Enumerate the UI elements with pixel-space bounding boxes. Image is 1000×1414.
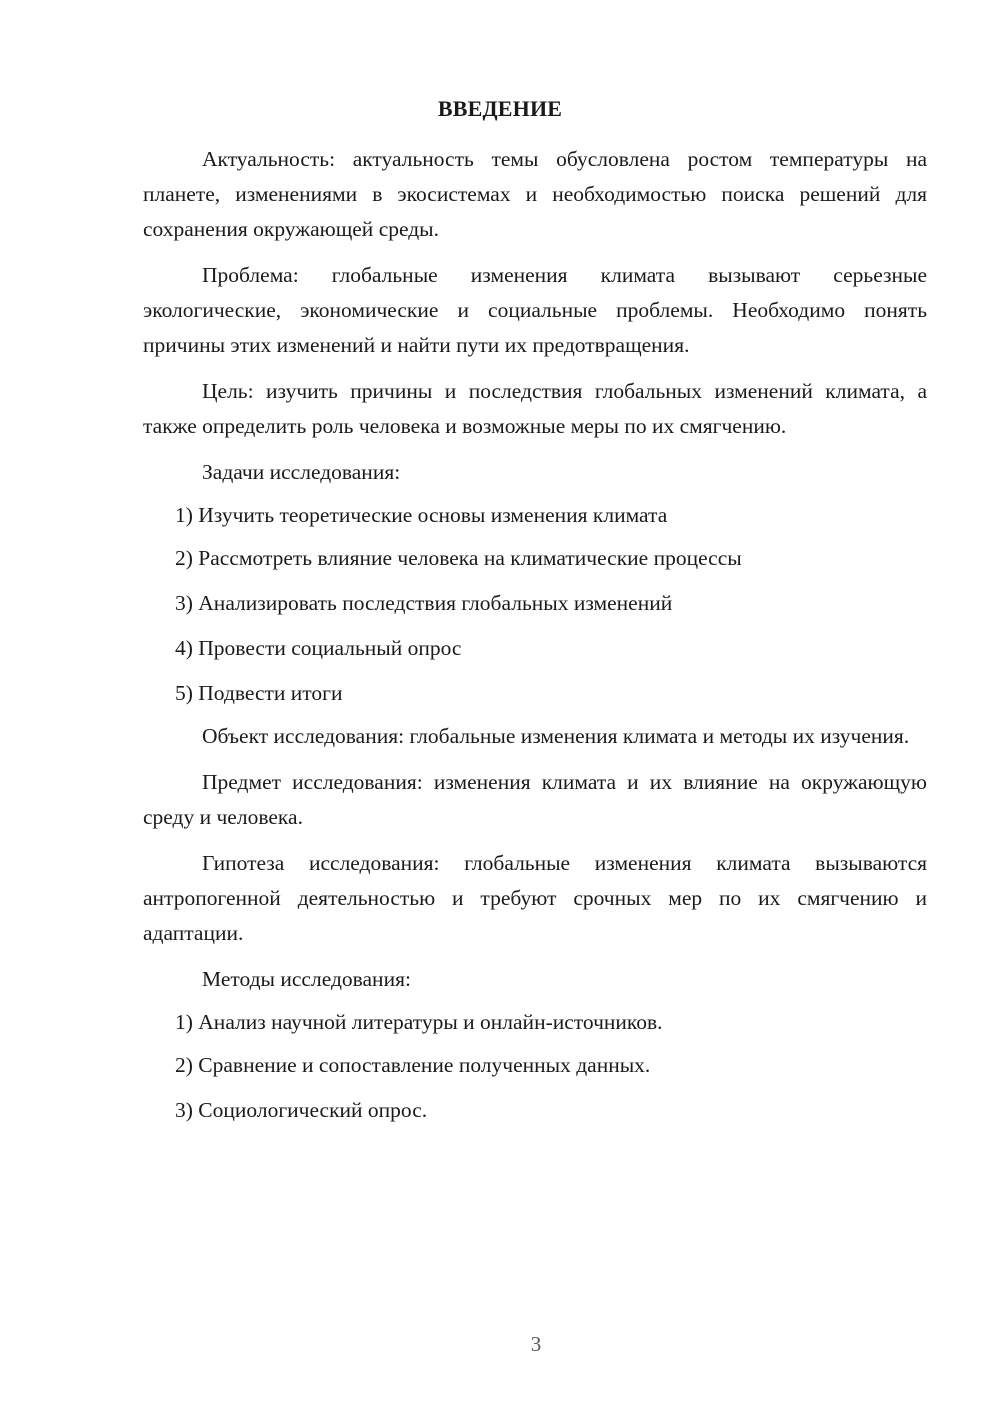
page-title: ВВЕДЕНИЕ (437, 96, 563, 121)
methods-list (143, 997, 927, 1132)
list-item: 4) Провести социальный опрос (175, 636, 462, 660)
document-body (143, 142, 927, 1132)
paragraph-problem: Проблема: глобальные изменения климата вызывают серьезные экологические, экономические и социальные проблемы. Необходимо понять причины этих изменений и найти пути их предотвращения. (143, 263, 927, 357)
list-item: 3) Анализировать последствия глобальных изменений (175, 591, 673, 615)
paragraph-hypothesis: Гипотеза исследования: глобальные изменения климата вызываются антропогенной деятельностью и требуют срочных мер по их смягчению и адаптации. (143, 851, 927, 945)
tasks-heading: Задачи исследования: (202, 460, 401, 484)
list-item: 1) Изучить теоретические основы изменения климата (175, 503, 668, 527)
paragraph-object: Объект исследования: глобальные изменения климата и методы их изучения. (202, 724, 910, 748)
tasks-list (143, 490, 927, 715)
paragraph-relevance: Актуальность: актуальность темы обусловлена ростом температуры на планете, изменениями в экосистемах и необходимостью поиска решений для сохранения окружающей среды. (143, 147, 927, 241)
list-item: 3) Социологический опрос. (175, 1098, 428, 1122)
list-item: 2) Сравнение и сопоставление полученных данных. (175, 1053, 651, 1077)
paragraph-subject: Предмет исследования: изменения климата и их влияние на окружающую среду и человека. (143, 770, 927, 829)
list-item: 2) Рассмотреть влияние человека на климатические процессы (175, 546, 742, 570)
paragraph-goal: Цель: изучить причины и последствия глобальных изменений климата, а также определить роль человека и возможные меры по их смягчению. (143, 379, 927, 438)
page-number: 3 (530, 1332, 542, 1356)
methods-heading: Методы исследования: (202, 967, 411, 991)
list-item: 5) Подвести итоги (175, 681, 343, 705)
list-item: 1) Анализ научной литературы и онлайн-источников. (175, 1010, 663, 1034)
